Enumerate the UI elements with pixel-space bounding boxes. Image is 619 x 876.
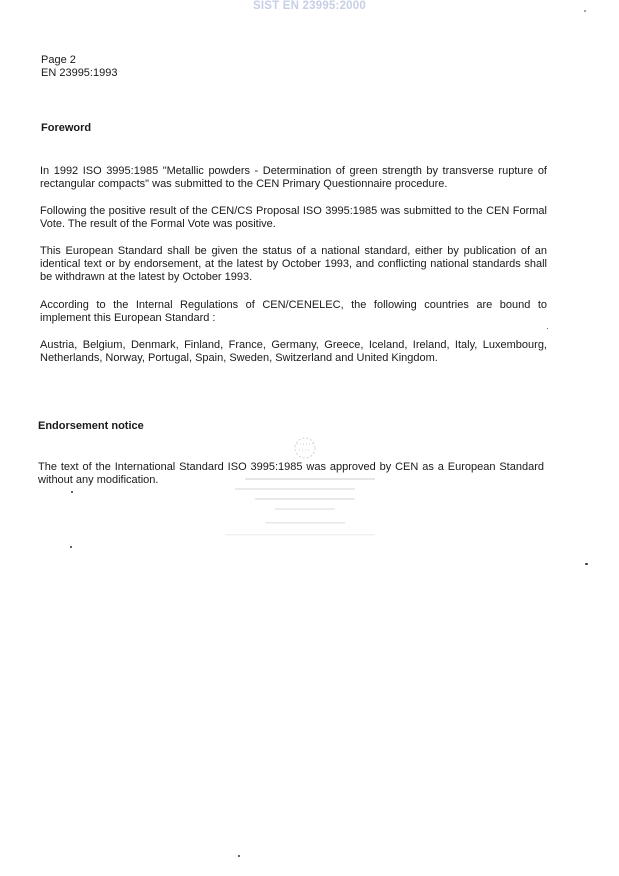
- endorsement-paragraph: The text of the International Standard ISO 3995:1985 was approved by CEN as a European Standard without any modification.: [38, 461, 544, 487]
- speck: [585, 563, 588, 565]
- faded-stamp-icon: [205, 430, 405, 550]
- standard-reference: EN 23995:1993: [41, 67, 118, 79]
- speck: [238, 855, 240, 857]
- foreword-paragraph-4: According to the Internal Regulations of CEN/CENELEC, the following countries are bound to implement this European Standard :: [40, 299, 547, 325]
- speck: [71, 491, 73, 493]
- foreword-paragraph-5: Austria, Belgium, Denmark, Finland, France, Germany, Greece, Iceland, Ireland, Italy, Luxembourg, Netherlands, Norway, Portugal, Spain, Sweden, Switzerland and United Kingdom.: [40, 339, 547, 365]
- foreword-paragraph-3: This European Standard shall be given the status of a national standard, either by publication of an identical text or by endorsement, at the latest by October 1993, and conflicting national standards shall be withdrawn at the latest by October 1993.: [40, 245, 547, 284]
- speck: [70, 546, 72, 548]
- foreword-heading: Foreword: [41, 122, 92, 134]
- page-number: Page 2: [41, 54, 76, 66]
- speck: [584, 10, 586, 12]
- foreword-paragraph-2: Following the positive result of the CEN/CS Proposal ISO 3995:1985 was submitted to the CEN Formal Vote. The result of the Formal Vote was positive.: [40, 205, 547, 231]
- foreword-paragraph-1: In 1992 ISO 3995:1985 "Metallic powders - Determination of green strength by transverse rupture of rectangular compacts" was submitted to the CEN Primary Questionnaire procedure.: [40, 165, 547, 191]
- speck: [547, 328, 548, 329]
- endorsement-heading: Endorsement notice: [38, 420, 144, 432]
- watermark: SIST EN 23995:2000: [253, 0, 366, 12]
